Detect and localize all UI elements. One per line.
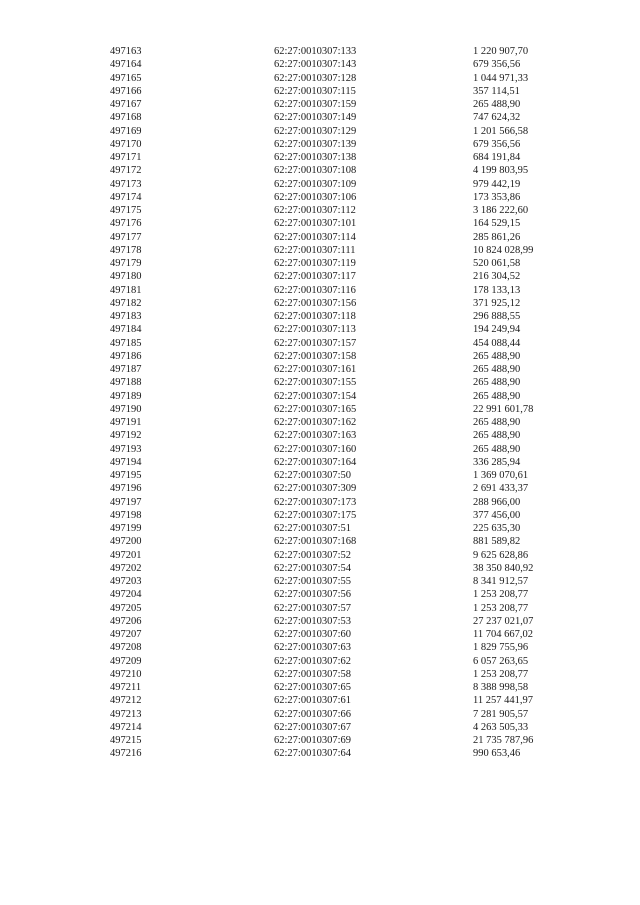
cadastral-value: 9 625 628,86 [473,549,529,561]
record-number: 497202 [110,562,142,574]
record-number: 497175 [110,205,142,216]
cadastral-value: 1 201 566,58 [473,125,529,137]
cadastral-number: 62:27:0010307:67 [274,721,352,733]
cadastral-number: 62:27:0010307:118 [274,311,356,322]
cadastral-value: 265 488,90 [473,377,521,389]
table-row [0,482,640,495]
table-row [0,45,640,58]
cadastral-value: 6 057 263,65 [473,655,529,667]
cadastral-value: 2 691 433,37 [473,483,529,495]
table-row [0,456,640,469]
record-number: 497167 [110,99,142,110]
table-row [0,297,640,310]
cadastral-number: 62:27:0010307:175 [274,509,357,521]
table-row [0,615,640,628]
cadastral-value: 979 442,19 [473,178,521,190]
table-row [0,151,640,164]
cadastral-number: 62:27:0010307:112 [274,205,356,216]
cadastral-number: 62:27:0010307:165 [274,403,357,415]
cadastral-number: 62:27:0010307:60 [274,629,352,640]
cadastral-number: 62:27:0010307:116 [274,284,356,296]
cadastral-number: 62:27:0010307:161 [274,364,357,375]
record-number: 497216 [110,748,142,760]
table-row [0,138,640,151]
record-number: 497214 [110,721,142,733]
record-number: 497204 [110,589,142,601]
record-number: 497164 [110,59,142,71]
record-number: 497165 [110,72,142,84]
table-row [0,562,640,575]
table-row [0,655,640,668]
table-row [0,443,640,456]
cadastral-value: 1 829 755,96 [473,642,529,654]
cadastral-value: 265 488,90 [473,350,521,362]
cadastral-value: 1 044 971,33 [473,72,529,84]
table-row [0,363,640,376]
table-row [0,337,640,350]
record-number: 497176 [110,218,142,230]
record-number: 497190 [110,403,142,415]
table-row [0,496,640,509]
table-row [0,403,640,416]
table-row [0,178,640,191]
table-row [0,217,640,230]
cadastral-number: 62:27:0010307:63 [274,642,352,654]
cadastral-number: 62:27:0010307:138 [274,152,357,163]
cadastral-value: 265 488,90 [473,364,521,375]
cadastral-number: 62:27:0010307:66 [274,708,352,720]
cadastral-value: 684 191,84 [473,152,521,163]
cadastral-number: 62:27:0010307:139 [274,138,357,150]
cadastral-value: 265 488,90 [473,99,521,110]
cadastral-value: 679 356,56 [473,138,521,150]
cadastral-value: 454 088,44 [473,337,521,349]
cadastral-value: 22 991 601,78 [473,403,534,415]
cadastral-number: 62:27:0010307:101 [274,218,357,230]
table-row [0,58,640,71]
table-row [0,323,640,336]
record-number: 497203 [110,576,142,587]
cadastral-number: 62:27:0010307:69 [274,735,352,746]
record-number: 497192 [110,430,142,442]
cadastral-number: 62:27:0010307:106 [274,191,357,203]
cadastral-number: 62:27:0010307:51 [274,523,352,534]
table-row [0,257,640,270]
table-row [0,721,640,734]
cadastral-value: 747 624,32 [473,112,521,124]
cadastral-number: 62:27:0010307:50 [274,470,352,481]
table-row [0,85,640,98]
cadastral-value: 371 925,12 [473,297,521,309]
cadastral-number: 62:27:0010307:114 [274,231,356,243]
table-row [0,390,640,403]
table-row [0,588,640,601]
table-row [0,668,640,681]
record-number: 497163 [110,46,142,57]
table-row [0,681,640,694]
cadastral-number: 62:27:0010307:113 [274,324,356,336]
cadastral-number: 62:27:0010307:155 [274,377,357,389]
record-number: 497184 [110,324,142,336]
cadastral-value: 21 735 787,96 [473,735,534,746]
cadastral-number: 62:27:0010307:54 [274,562,352,574]
table-row [0,469,640,482]
table-row [0,628,640,641]
record-number: 497215 [110,735,142,746]
cadastral-number: 62:27:0010307:160 [274,443,357,455]
record-number: 497196 [110,483,142,495]
record-number: 497206 [110,615,142,627]
record-number: 497195 [110,470,142,481]
record-number: 497199 [110,523,142,534]
cadastral-value: 173 353,86 [473,191,521,203]
table-row [0,747,640,760]
record-number: 497180 [110,271,142,283]
cadastral-value: 265 488,90 [473,443,521,455]
record-number: 497186 [110,350,142,362]
cadastral-value: 881 589,82 [473,536,521,548]
cadastral-number: 62:27:0010307:55 [274,576,352,587]
cadastral-number: 62:27:0010307:159 [274,99,357,110]
table-row [0,72,640,85]
table-row [0,522,640,535]
record-number: 497211 [110,682,142,693]
cadastral-value-table [0,45,640,761]
cadastral-number: 62:27:0010307:158 [274,350,357,362]
cadastral-value: 265 488,90 [473,430,521,442]
cadastral-number: 62:27:0010307:168 [274,536,357,548]
table-row [0,708,640,721]
cadastral-number: 62:27:0010307:56 [274,589,352,601]
table-row [0,694,640,707]
table-row [0,111,640,124]
table-row [0,641,640,654]
cadastral-value: 1 369 070,61 [473,470,529,481]
cadastral-value: 8 341 912,57 [473,576,529,587]
record-number: 497201 [110,549,142,561]
cadastral-value: 216 304,52 [473,271,521,283]
cadastral-value: 1 253 208,77 [473,602,529,614]
cadastral-value: 357 114,51 [473,85,520,97]
record-number: 497198 [110,509,142,521]
cadastral-value: 1 253 208,77 [473,668,529,680]
record-number: 497174 [110,191,142,203]
cadastral-number: 62:27:0010307:143 [274,59,357,71]
table-row [0,164,640,177]
record-number: 497178 [110,244,142,256]
table-row [0,125,640,138]
record-number: 497179 [110,258,142,269]
record-number: 497187 [110,364,142,375]
record-number: 497183 [110,311,142,322]
cadastral-value: 38 350 840,92 [473,562,534,574]
table-row [0,204,640,217]
table-row [0,244,640,257]
cadastral-value: 679 356,56 [473,59,521,71]
table-row [0,350,640,363]
cadastral-number: 62:27:0010307:156 [274,297,357,309]
cadastral-number: 62:27:0010307:164 [274,456,357,468]
cadastral-number: 62:27:0010307:309 [274,483,357,495]
cadastral-number: 62:27:0010307:115 [274,85,356,97]
cadastral-value: 336 285,94 [473,456,521,468]
cadastral-value: 27 237 021,07 [473,615,534,627]
cadastral-value: 285 861,26 [473,231,521,243]
cadastral-value: 11 704 667,02 [473,629,533,640]
cadastral-value: 11 257 441,97 [473,695,533,707]
cadastral-number: 62:27:0010307:111 [274,244,356,256]
cadastral-value: 1 220 907,70 [473,46,529,57]
cadastral-number: 62:27:0010307:128 [274,72,357,84]
table-row [0,310,640,323]
cadastral-number: 62:27:0010307:58 [274,668,352,680]
cadastral-value: 164 529,15 [473,218,521,230]
cadastral-value: 990 653,46 [473,748,521,760]
record-number: 497200 [110,536,142,548]
record-number: 497189 [110,390,142,402]
record-number: 497181 [110,284,142,296]
cadastral-value: 4 263 505,33 [473,721,529,733]
cadastral-value: 10 824 028,99 [473,244,534,256]
cadastral-number: 62:27:0010307:117 [274,271,356,283]
cadastral-value: 8 388 998,58 [473,682,529,693]
table-row [0,535,640,548]
table-row [0,602,640,615]
cadastral-number: 62:27:0010307:52 [274,549,352,561]
table-row [0,549,640,562]
record-number: 497191 [110,417,142,428]
cadastral-value: 288 966,00 [473,496,521,508]
cadastral-number: 62:27:0010307:129 [274,125,357,137]
record-number: 497168 [110,112,142,124]
cadastral-value: 265 488,90 [473,390,521,402]
cadastral-number: 62:27:0010307:62 [274,655,352,667]
table-row [0,429,640,442]
cadastral-number: 62:27:0010307:61 [274,695,352,707]
record-number: 497209 [110,655,142,667]
record-number: 497170 [110,138,142,150]
record-number: 497213 [110,708,142,720]
cadastral-number: 62:27:0010307:157 [274,337,357,349]
cadastral-number: 62:27:0010307:119 [274,258,356,269]
record-number: 497193 [110,443,142,455]
record-number: 497210 [110,668,142,680]
record-number: 497166 [110,85,142,97]
record-number: 497212 [110,695,142,707]
cadastral-value: 296 888,55 [473,311,521,322]
table-row [0,284,640,297]
record-number: 497169 [110,125,142,137]
cadastral-number: 62:27:0010307:162 [274,417,357,428]
cadastral-number: 62:27:0010307:53 [274,615,352,627]
table-row [0,98,640,111]
record-number: 497205 [110,602,142,614]
cadastral-number: 62:27:0010307:108 [274,165,357,177]
record-number: 497207 [110,629,142,640]
record-number: 497182 [110,297,142,309]
table-row [0,734,640,747]
record-number: 497188 [110,377,142,389]
table-row [0,376,640,389]
cadastral-number: 62:27:0010307:163 [274,430,357,442]
table-row [0,416,640,429]
cadastral-number: 62:27:0010307:154 [274,390,357,402]
record-number: 497172 [110,165,142,177]
cadastral-number: 62:27:0010307:149 [274,112,357,124]
cadastral-number: 62:27:0010307:133 [274,46,357,57]
cadastral-value: 4 199 803,95 [473,165,529,177]
cadastral-value: 225 635,30 [473,523,521,534]
cadastral-value: 7 281 905,57 [473,708,529,720]
cadastral-value: 178 133,13 [473,284,521,296]
cadastral-number: 62:27:0010307:109 [274,178,357,190]
cadastral-number: 62:27:0010307:64 [274,748,352,760]
record-number: 497194 [110,456,142,468]
record-number: 497177 [110,231,142,243]
cadastral-value: 520 061,58 [473,258,521,269]
cadastral-value: 377 456,00 [473,509,521,521]
record-number: 497185 [110,337,142,349]
table-row [0,270,640,283]
cadastral-number: 62:27:0010307:65 [274,682,352,693]
table-row [0,575,640,588]
record-number: 497208 [110,642,142,654]
table-row [0,191,640,204]
cadastral-value: 265 488,90 [473,417,521,428]
cadastral-number: 62:27:0010307:173 [274,496,357,508]
table-row [0,231,640,244]
cadastral-number: 62:27:0010307:57 [274,602,352,614]
record-number: 497171 [110,152,142,163]
record-number: 497197 [110,496,142,508]
cadastral-value: 194 249,94 [473,324,521,336]
table-row [0,509,640,522]
record-number: 497173 [110,178,142,190]
cadastral-value: 3 186 222,60 [473,205,529,216]
cadastral-value: 1 253 208,77 [473,589,529,601]
